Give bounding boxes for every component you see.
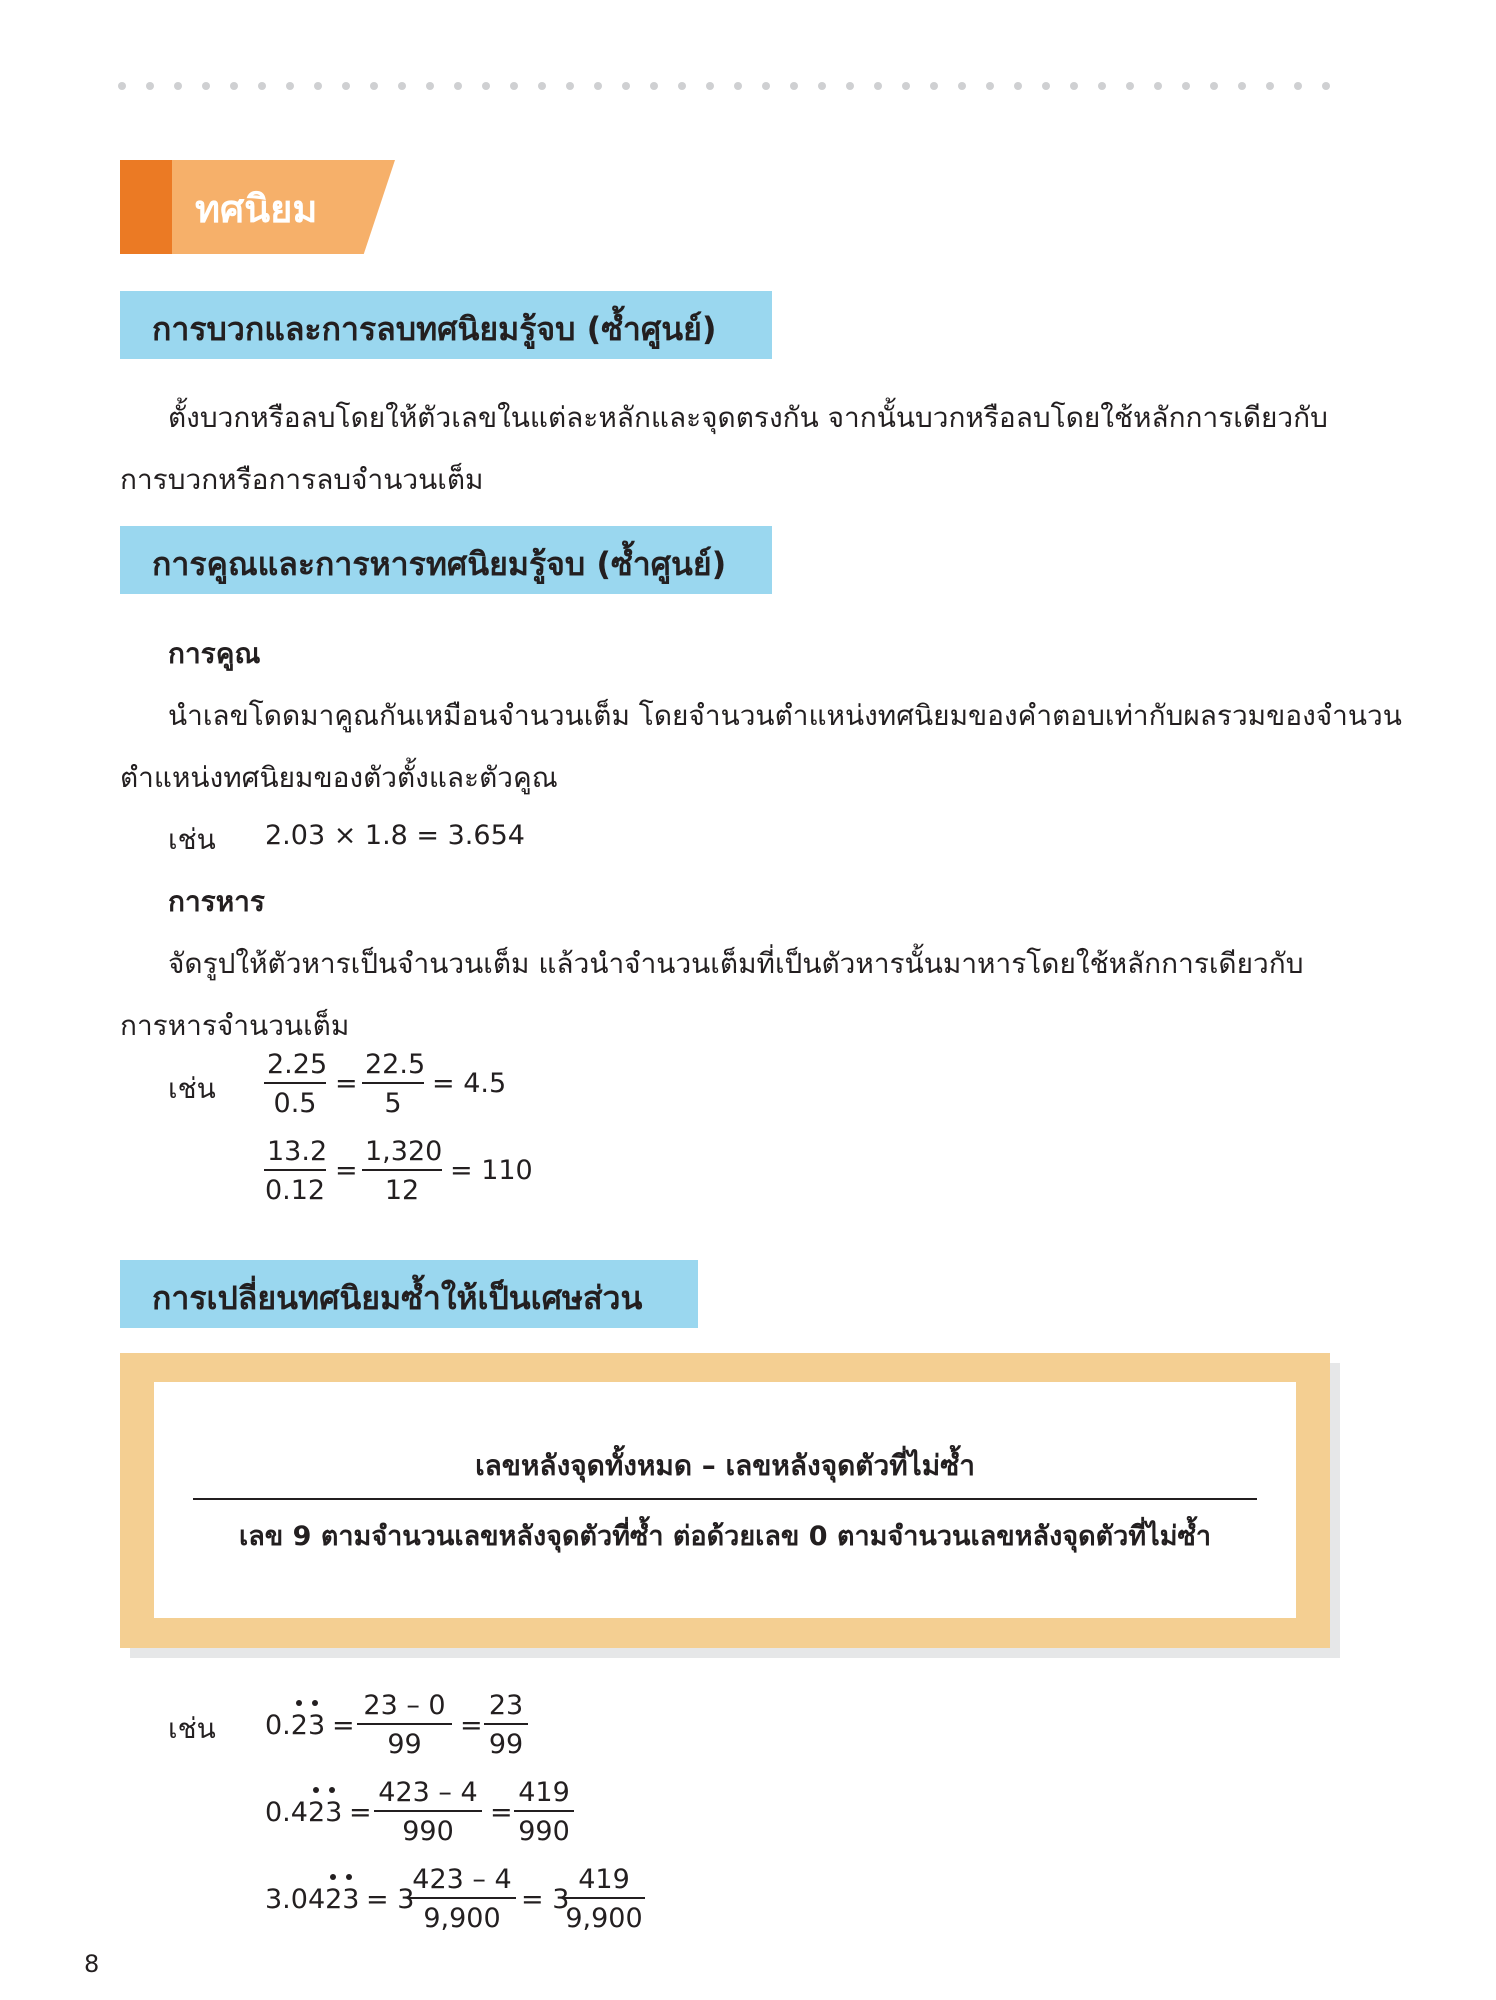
- fraction-numerator: 23 – 0: [357, 1690, 452, 1725]
- fraction-numerator: 23: [484, 1690, 528, 1725]
- repeat-dot: [329, 1787, 335, 1793]
- divider-dot: [678, 82, 686, 90]
- repeat-dot: [330, 1874, 336, 1880]
- divider-dot: [118, 82, 126, 90]
- divider-dot: [398, 82, 406, 90]
- divider-dot: [202, 82, 210, 90]
- fraction: [374, 1777, 482, 1847]
- fraction-denominator: 990: [402, 1816, 454, 1847]
- example-label: เช่น: [168, 1072, 216, 1105]
- repeat-dot: [312, 1700, 318, 1706]
- divider-dot: [510, 82, 518, 90]
- divider-dot: [482, 82, 490, 90]
- fraction-numerator: 22.5: [362, 1049, 424, 1084]
- divider-dot: [846, 82, 854, 90]
- fraction: [408, 1864, 516, 1934]
- divider-dot: [342, 82, 350, 90]
- fraction-numerator: 419: [514, 1777, 574, 1812]
- fraction: [357, 1690, 452, 1760]
- fraction-bar: [193, 1498, 1257, 1500]
- equals-sign-whole: = 3: [366, 1884, 415, 1915]
- dotted-divider: [118, 82, 1348, 90]
- paragraph-line: ตำแหน่งทศนิยมของตัวตั้งและตัวคูณ: [120, 761, 558, 794]
- fraction-denominator: 0.12: [264, 1175, 326, 1206]
- divider-dot: [762, 82, 770, 90]
- divider-dot: [706, 82, 714, 90]
- divider-dot: [1042, 82, 1050, 90]
- fraction: [563, 1864, 645, 1934]
- divider-dot: [230, 82, 238, 90]
- fraction: [264, 1136, 326, 1206]
- divider-dot: [1154, 82, 1162, 90]
- divider-dot: [790, 82, 798, 90]
- divider-dot: [650, 82, 658, 90]
- equals-sign: =: [335, 1155, 358, 1186]
- fraction-numerator: 419: [563, 1864, 645, 1899]
- fraction-denominator: 990: [518, 1816, 570, 1847]
- divider-dot: [426, 82, 434, 90]
- page-number: 8: [84, 1950, 100, 1978]
- repeat-dot: [296, 1700, 302, 1706]
- fraction-numerator: 423 – 4: [408, 1864, 516, 1899]
- paragraph-line: การบวกหรือการลบจำนวนเต็ม: [120, 463, 484, 496]
- divider-dot: [622, 82, 630, 90]
- fraction-denominator: 9,900: [565, 1903, 643, 1934]
- section-heading-text: การคูณและการหารทศนิยมรู้จบ (ซ้ำศูนย์): [152, 545, 727, 583]
- section-heading-add-subtract: [120, 291, 772, 359]
- fraction-denominator: 99: [387, 1729, 422, 1760]
- equals-sign-whole: = 3: [521, 1884, 570, 1915]
- divider-dot: [1266, 82, 1274, 90]
- fraction-numerator: 2.25: [264, 1049, 326, 1084]
- divider-dot: [930, 82, 938, 90]
- equals-sign: =: [335, 1068, 358, 1099]
- chapter-banner-accent: [120, 160, 172, 254]
- divider-dot: [314, 82, 322, 90]
- paragraph-line: การหารจำนวนเต็ม: [120, 1009, 350, 1042]
- formula-box-inner: [154, 1382, 1296, 1618]
- section-heading-text: การบวกและการลบทศนิยมรู้จบ (ซ้ำศูนย์): [152, 310, 717, 348]
- subheading-multiply: การคูณ: [168, 637, 261, 670]
- divider-dot: [1070, 82, 1078, 90]
- repeating-decimal: 0.423: [265, 1797, 343, 1828]
- paragraph-line: นำเลขโดดมาคูณกันเหมือนจำนวนเต็ม โดยจำนวนตำแหน่งทศนิยมของคำตอบเท่ากับผลรวมของจำนวน: [168, 699, 1402, 732]
- equals-sign: =: [490, 1797, 513, 1828]
- fraction: [484, 1690, 528, 1760]
- divider-dot: [594, 82, 602, 90]
- divider-dot: [258, 82, 266, 90]
- paragraph-line: จัดรูปให้ตัวหารเป็นจำนวนเต็ม แล้วนำจำนวนเต็มที่เป็นตัวหารนั้นมาหารโดยใช้หลักการเดียวกับ: [168, 947, 1304, 980]
- formula-denominator: เลข 9 ตามจำนวนเลขหลังจุดตัวที่ซ้ำ ต่อด้วยเลข 0 ตามจำนวนเลขหลังจุดตัวที่ไม่ซ้ำ: [239, 1521, 1211, 1552]
- divider-dot: [1210, 82, 1218, 90]
- divider-dot: [818, 82, 826, 90]
- divider-dot: [370, 82, 378, 90]
- divider-dot: [174, 82, 182, 90]
- fraction-denominator: 5: [384, 1088, 402, 1119]
- subheading-divide: การหาร: [168, 885, 265, 918]
- divider-dot: [902, 82, 910, 90]
- fraction-denominator: 0.5: [273, 1088, 317, 1119]
- fraction: [362, 1136, 442, 1206]
- paragraph-line: ตั้งบวกหรือลบโดยให้ตัวเลขในแต่ละหลักและจุดตรงกัน จากนั้นบวกหรือลบโดยใช้หลักการเดียวกับ: [168, 401, 1328, 434]
- divider-dot: [958, 82, 966, 90]
- repeat-dot: [346, 1874, 352, 1880]
- fraction-denominator: 99: [488, 1729, 524, 1760]
- repeating-decimal: 3.0423: [265, 1884, 360, 1915]
- fraction-numerator: 423 – 4: [374, 1777, 482, 1812]
- section-heading-multiply-divide: [120, 526, 772, 594]
- example-label: เช่น: [168, 1712, 216, 1745]
- example-label: เช่น: [168, 823, 216, 856]
- example-equation: 2.03 × 1.8 = 3.654: [265, 820, 525, 851]
- formula-numerator: เลขหลังจุดทั้งหมด – เลขหลังจุดตัวที่ไม่ซ้ำ: [475, 1449, 975, 1482]
- equals-sign: =: [349, 1797, 372, 1828]
- divider-dot: [1322, 82, 1330, 90]
- fraction-denominator: 9,900: [423, 1903, 501, 1934]
- divider-dot: [986, 82, 994, 90]
- section-heading-text: การเปลี่ยนทศนิยมซ้ำให้เป็นเศษส่วน: [152, 1279, 643, 1317]
- fraction-denominator: 12: [384, 1175, 420, 1206]
- fraction: [362, 1049, 424, 1119]
- repeat-dot: [313, 1787, 319, 1793]
- divider-dot: [1294, 82, 1302, 90]
- chapter-title: ทศนิยม: [195, 187, 318, 231]
- divider-dot: [566, 82, 574, 90]
- fraction: [514, 1777, 574, 1847]
- divider-dot: [1014, 82, 1022, 90]
- result: = 4.5: [432, 1068, 507, 1099]
- divider-dot: [874, 82, 882, 90]
- divider-dot: [286, 82, 294, 90]
- divider-dot: [538, 82, 546, 90]
- fraction-numerator: 1,320: [362, 1136, 442, 1171]
- equals-sign: =: [332, 1710, 355, 1741]
- divider-dot: [1238, 82, 1246, 90]
- divider-dot: [1182, 82, 1190, 90]
- divider-dot: [454, 82, 462, 90]
- chapter-banner: [120, 160, 395, 254]
- divider-dot: [1126, 82, 1134, 90]
- fraction: [264, 1049, 326, 1119]
- section-heading-repeating-to-fraction: [120, 1260, 698, 1328]
- fraction-numerator: 13.2: [264, 1136, 326, 1171]
- result: = 110: [450, 1155, 533, 1186]
- repeating-decimal: 0.23: [265, 1710, 326, 1741]
- divider-dot: [1098, 82, 1106, 90]
- divider-dot: [734, 82, 742, 90]
- divider-dot: [146, 82, 154, 90]
- equals-sign: =: [460, 1710, 483, 1741]
